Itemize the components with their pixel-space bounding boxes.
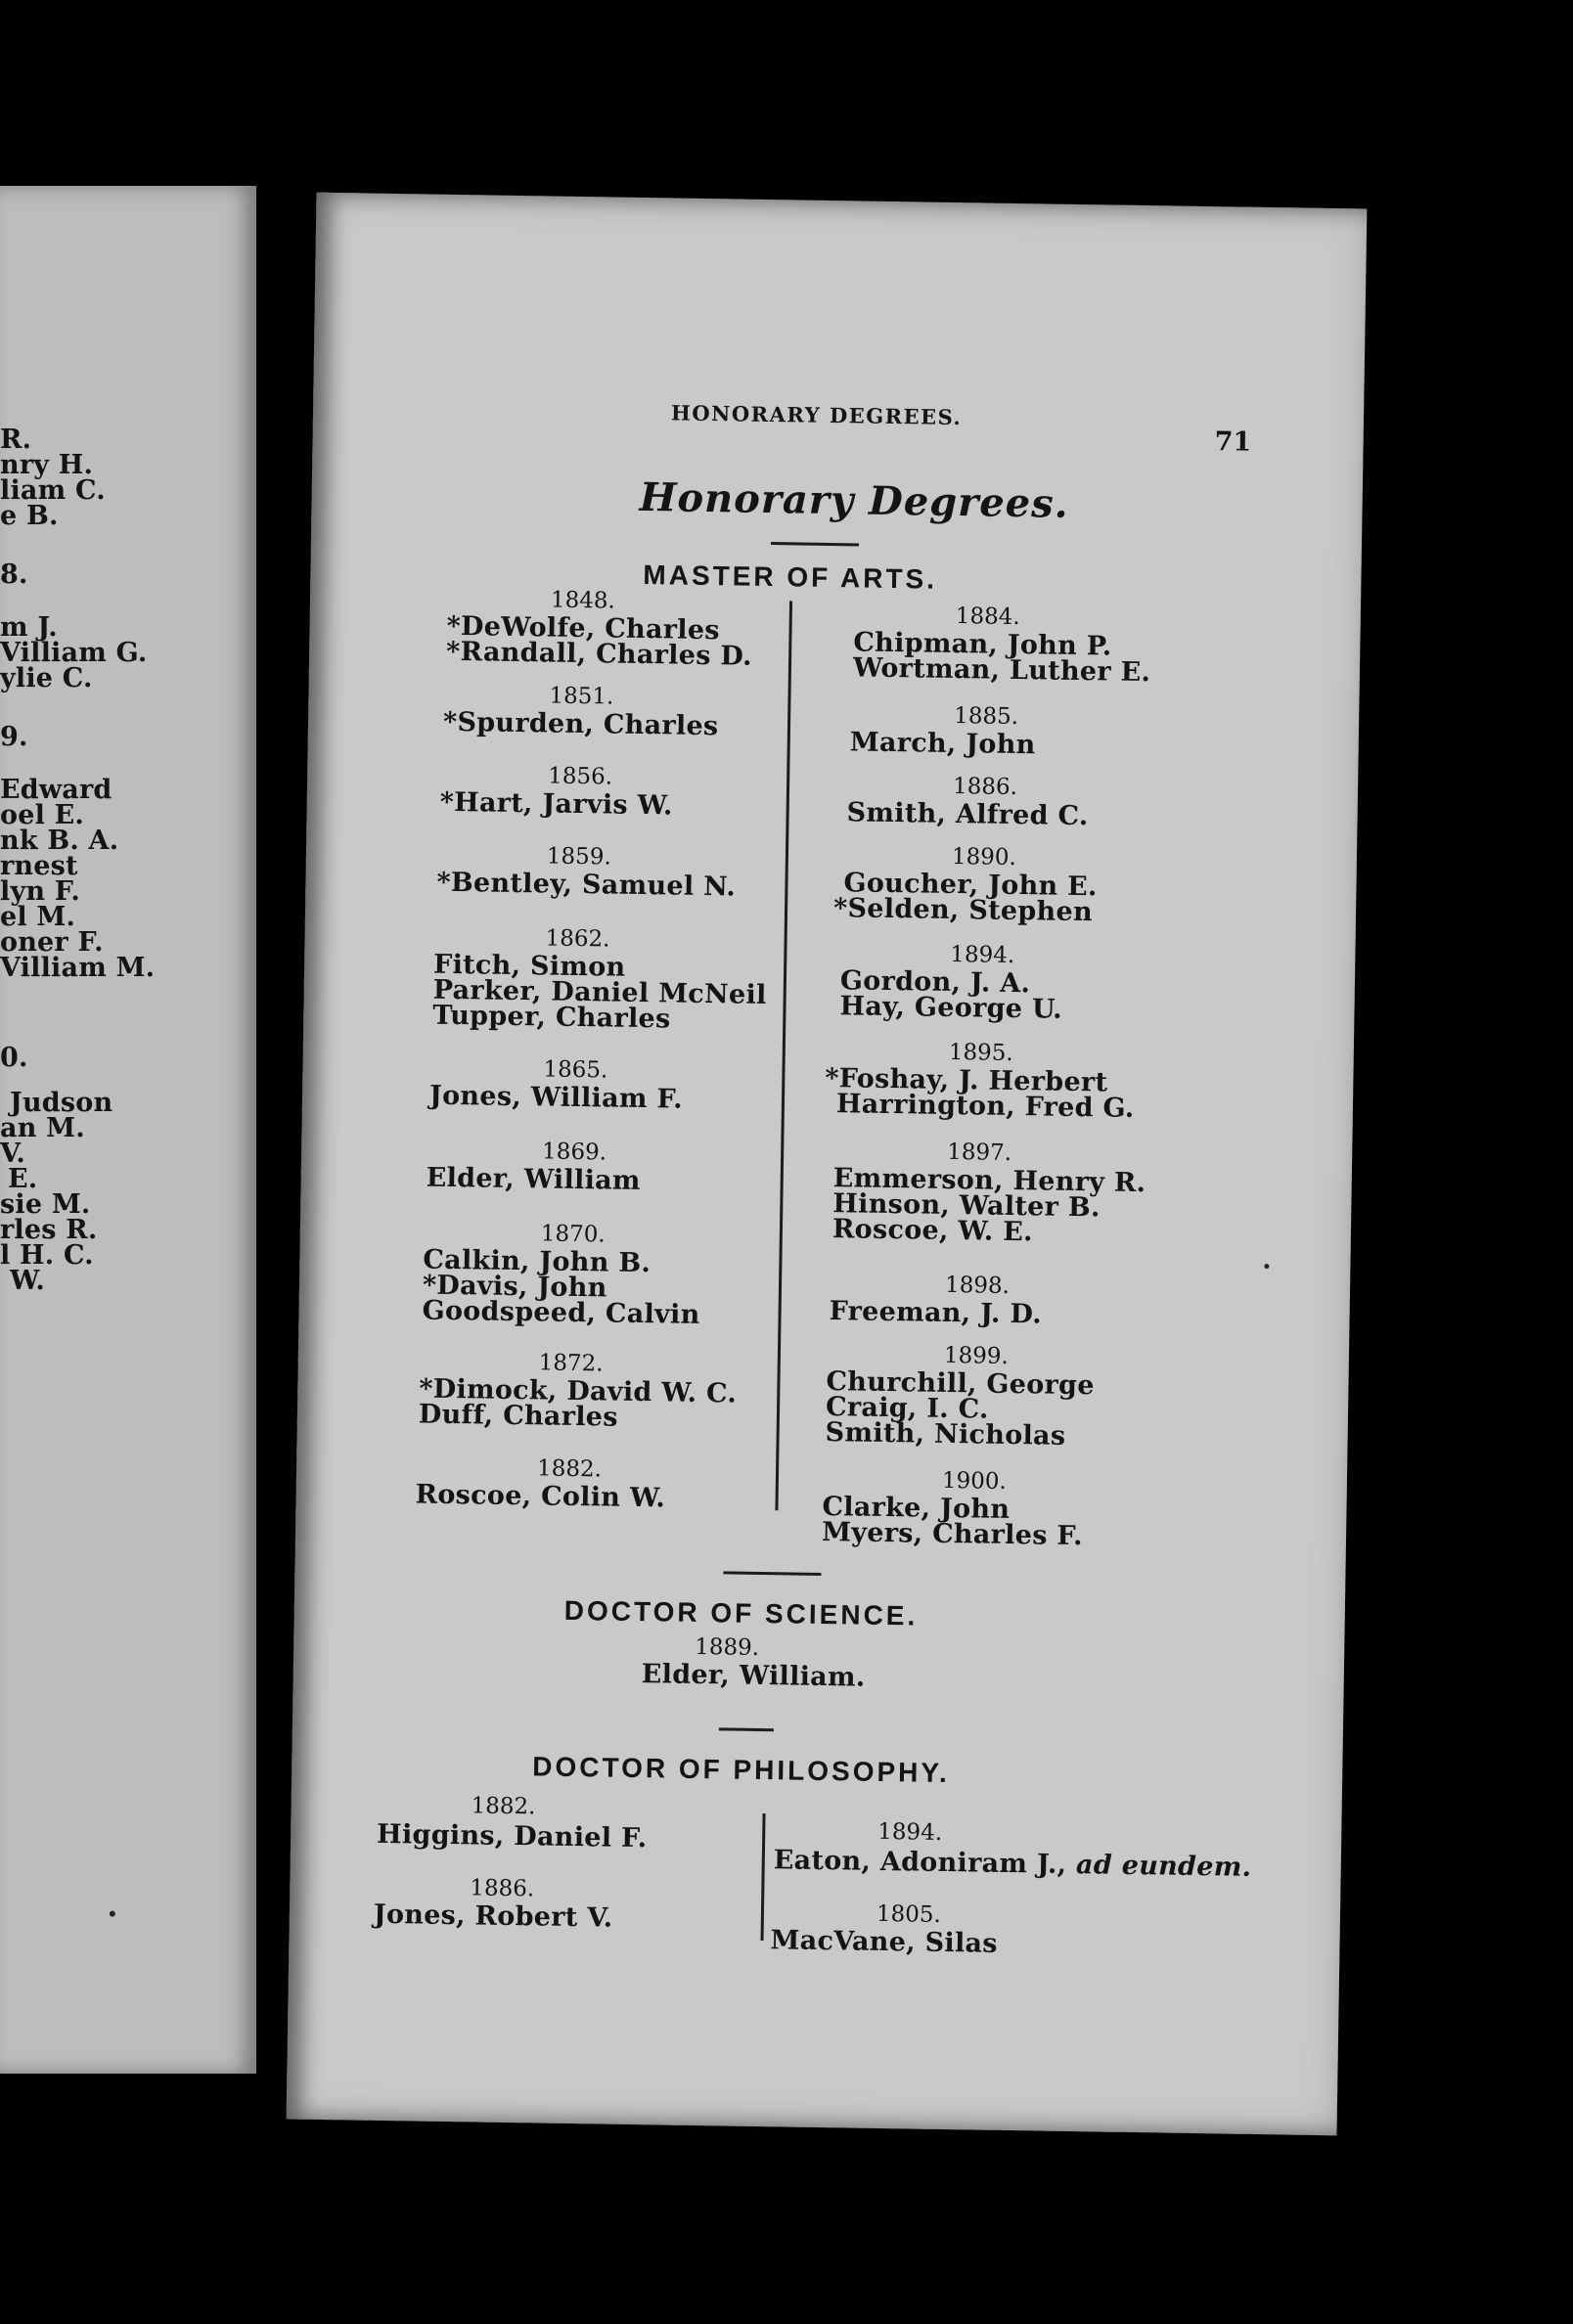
year: 1898.: [944, 1272, 1011, 1299]
degree-name: Calkin, John B.: [423, 1244, 652, 1279]
year: 1848.: [550, 587, 616, 614]
degree-name: Emmerson, Henry R.: [832, 1163, 1146, 1199]
facing-line: Edward: [0, 775, 112, 805]
ad-eundem-note: ad eundem.: [1075, 1850, 1252, 1883]
year: 1885.: [954, 702, 1019, 731]
year: 1870.: [540, 1221, 606, 1248]
year: 1872.: [538, 1350, 604, 1377]
year: 1886.: [952, 773, 1018, 801]
year: 1869.: [541, 1139, 607, 1166]
facing-line: nry H.: [0, 450, 94, 480]
facing-line: Judson: [10, 1088, 113, 1118]
facing-line: oner F.: [0, 927, 104, 958]
year: 1884.: [955, 603, 1020, 631]
degree-name: Smith, Alfred C.: [846, 797, 1089, 832]
year: 1856.: [547, 763, 613, 790]
facing-line: 8.: [0, 559, 28, 590]
degree-name: Elder, William.: [641, 1659, 866, 1693]
facing-line: liam C.: [0, 475, 106, 506]
degree-name: Harrington, Fred G.: [835, 1089, 1135, 1124]
degree-name: Roscoe, W. E.: [831, 1214, 1034, 1248]
year: 1889.: [695, 1633, 760, 1661]
doctor-of-science-heading: DOCTOR OF SCIENCE.: [563, 1594, 919, 1631]
degree-name: Tupper, Charles: [432, 1000, 671, 1035]
master-of-arts-heading: MASTER OF ARTS.: [643, 559, 938, 595]
facing-line: ylie C.: [0, 663, 93, 693]
facing-line: Villiam G.: [0, 638, 148, 668]
degree-name: Parker, Daniel McNeil: [432, 974, 767, 1011]
degree-name: Craig, I. C.: [825, 1392, 989, 1425]
degree-name: Duff, Charles: [418, 1399, 619, 1433]
year: 1895.: [948, 1039, 1013, 1066]
degree-name: *Hart, Jarvis W.: [439, 786, 673, 822]
degree-name: Chipman, John P.: [853, 627, 1112, 662]
degree-name: Gordon, J. A.: [839, 965, 1031, 1000]
degree-name: Hay, George U.: [839, 991, 1063, 1025]
degree-name: Fitch, Simon: [432, 949, 626, 983]
degree-name: Freeman, J. D.: [829, 1296, 1043, 1330]
facing-line: R.: [0, 425, 32, 455]
year: 1805.: [876, 1900, 942, 1928]
year: 1886.: [470, 1875, 535, 1902]
facing-line: rles R.: [0, 1215, 98, 1245]
year: 1894.: [950, 941, 1015, 968]
ink-speck: [110, 1911, 115, 1917]
degree-name: Smith, Nicholas: [825, 1417, 1066, 1452]
year: 1859.: [546, 843, 611, 871]
facing-line: sie M.: [0, 1189, 91, 1220]
degree-name-text: Eaton, Adoniram J.,: [773, 1845, 1067, 1880]
degree-name: *DeWolfe, Charles: [446, 610, 721, 647]
degree-name: Goodspeed, Calvin: [422, 1295, 700, 1330]
doctor-of-philosophy-heading: DOCTOR OF PHILOSOPHY.: [532, 1751, 951, 1789]
book-page: [287, 193, 1368, 2136]
year: 1900.: [941, 1467, 1007, 1495]
facing-line: Villiam M.: [0, 953, 156, 983]
facing-line: W.: [10, 1266, 45, 1296]
facing-line: 9.: [0, 722, 28, 752]
year: 1882.: [471, 1793, 536, 1820]
facing-line: E.: [8, 1164, 38, 1194]
year: 1865.: [543, 1056, 608, 1084]
degree-name: Higgins, Daniel F.: [376, 1818, 648, 1855]
degree-name: Roscoe, Colin W.: [415, 1479, 666, 1514]
facing-page-fragment: [0, 186, 256, 2074]
year: 1862.: [545, 925, 610, 953]
degree-name: *Davis, John: [422, 1270, 607, 1304]
year: 1890.: [951, 843, 1017, 872]
facing-line: el M.: [0, 902, 76, 932]
facing-line: m J.: [0, 612, 58, 643]
degree-name: Churchill, George: [826, 1366, 1095, 1402]
page-title: Honorary Degrees.: [639, 473, 1069, 527]
degree-name: Jones, Robert V.: [373, 1899, 613, 1934]
year: 1851.: [549, 683, 614, 710]
degree-name: Elder, William: [426, 1162, 642, 1197]
degree-name: Myers, Charles F.: [821, 1516, 1084, 1552]
degree-name: March, John: [849, 727, 1036, 761]
facing-line: lyn F.: [0, 876, 81, 907]
degree-name: *Foshay, J. Herbert: [825, 1062, 1108, 1098]
facing-line: oel E.: [0, 800, 85, 830]
degree-name: Clarke, John: [822, 1491, 1011, 1525]
degree-name: Wortman, Luther E.: [852, 652, 1151, 689]
facing-line: V.: [0, 1139, 26, 1169]
degree-name: *Randall, Charles D.: [445, 636, 753, 672]
facing-line: e B.: [0, 501, 59, 531]
degree-name: *Spurden, Charles: [442, 706, 719, 742]
degree-name: Jones, William F.: [428, 1080, 684, 1115]
ink-speck: [1264, 1264, 1269, 1269]
facing-line: an M.: [0, 1113, 85, 1143]
facing-line: l H. C.: [0, 1240, 94, 1271]
year: 1897.: [947, 1139, 1012, 1166]
facing-line: rnest: [0, 851, 78, 881]
facing-line: 0.: [0, 1043, 28, 1073]
facing-line: nk B. A.: [0, 826, 119, 856]
degree-name: *Selden, Stephen: [832, 893, 1094, 928]
degree-name: Goucher, John E.: [843, 868, 1098, 903]
degree-name: *Dimock, David W. C.: [419, 1373, 738, 1409]
year: 1899.: [943, 1342, 1009, 1369]
running-head: HONORARY DEGREES.: [670, 400, 963, 430]
degree-name: MacVane, Silas: [770, 1925, 999, 1959]
year: 1894.: [877, 1818, 943, 1846]
page-number: 71: [1214, 426, 1252, 458]
degree-name: *Bentley, Samuel N.: [436, 867, 737, 903]
degree-name: Hinson, Walter B.: [832, 1188, 1101, 1224]
year: 1882.: [536, 1455, 603, 1483]
